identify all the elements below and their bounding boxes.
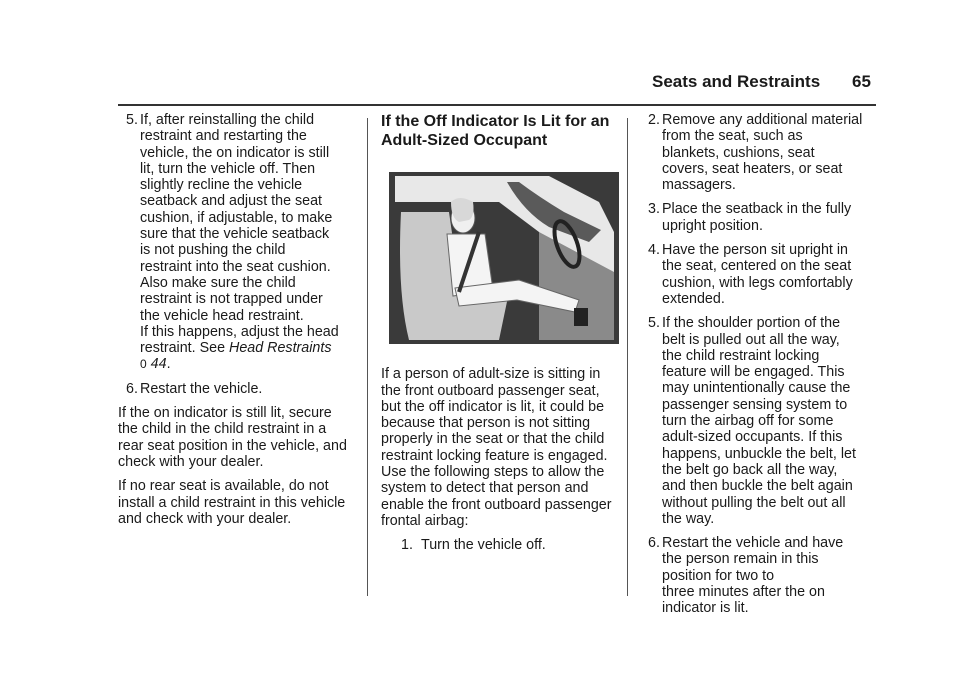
adult-occupant-illustration [389,172,619,344]
text-line: Place the seatback in the fully [662,201,852,218]
text-line: restraint and restarting the [140,128,307,145]
text-line [140,340,362,356]
list-number: 4. [648,242,660,259]
text-line: Use the following steps to allow the [381,464,605,481]
text-line: is not pushing the child [140,242,286,259]
text-line: blankets, cushions, seat [662,144,815,161]
text-line: enable the front outboard passenger [381,496,612,513]
text-line: but the off indicator is lit, it could be [381,398,605,415]
page-number: 65 [852,72,871,91]
text-line: If this happens, adjust the head [140,323,339,340]
text-line: and check with your dealer. [118,510,292,527]
text-line: three minutes after the on [662,584,825,601]
text-line: Also make sure the child [140,274,296,291]
text-line: Remove any additional material [662,112,863,128]
text-line: If, after reinstalling the child [140,112,315,128]
text-line: and then buckle the belt again [662,478,853,495]
section-title: Seats and Restraints [652,72,821,91]
reference-page-number[interactable]: 44 [150,356,167,373]
text-line: from the seat, such as [662,128,803,145]
text-line: cushion, if adjustable, to make [140,209,333,226]
text-line: Turn the vehicle off. [421,537,546,554]
cross-reference-link[interactable]: Head Restraints [229,340,332,357]
text-line: upright position. [662,217,763,234]
text-line: happens, unbuckle the belt, let [662,445,856,462]
text-line: passenger sensing system to [662,396,848,413]
text-line: extended. [662,290,725,307]
text-line: the way. [662,510,715,527]
pedal [574,308,588,326]
list-item-6 [118,381,362,397]
text-line: slightly recline the vehicle [140,177,303,194]
list-item-4 [640,242,878,307]
text-line: rear seat position in the vehicle, and [118,437,347,454]
list-number: 6. [648,535,660,552]
text-line: If a person of adult-size is sitting in [381,366,601,383]
text-line: may unintentionally cause the [662,380,851,397]
text-line: the belt go back all the way, [662,461,838,478]
text-line: lit, turn the vehicle off. Then [140,160,316,177]
text-line: seatback and adjust the seat [140,193,323,210]
text-line: Restart the vehicle and have [662,535,844,552]
reference-suffix: . [166,356,171,373]
text-line: system to detect that person and [381,480,589,497]
text-line: If the shoulder portion of the [662,315,841,332]
column-divider-1 [367,118,368,596]
header-rule [118,104,876,106]
text-line: position for two to [662,567,775,584]
text-line: frontal airbag: [381,512,469,529]
text-line: Restart the vehicle. [140,380,263,397]
list-item-5 [118,112,362,373]
list-item-2 [640,112,878,193]
text-line: the child in the child restraint in a [118,421,327,438]
text-line: covers, seat heaters, or seat [662,160,843,177]
list-item-3 [640,201,878,234]
text-line: because that person is not sitting [381,415,591,432]
text-line: adult-sized occupants. If this [662,429,843,446]
see-prefix: restraint. See [140,340,229,357]
list-number: 2. [648,112,660,128]
text-line: Have the person sit upright in [662,242,848,259]
text-line: properly in the seat or that the child [381,431,605,448]
list-item-6 [640,535,878,616]
heading-line: Adult-Sized Occupant [381,132,548,149]
text-line: restraint into the seat cushion. [140,258,331,275]
list-number: 5. [648,315,660,332]
column-divider-2 [627,118,628,596]
paragraph-no-rear-seat [118,478,362,527]
paragraph-adult-size [381,366,621,529]
column-2 [381,112,621,562]
text-line: the child restraint locking [662,347,820,364]
text-line: install a child restraint in this vehicle [118,494,346,511]
list-number: 5. [126,112,138,128]
text-line: cushion, with legs comfortably [662,274,853,291]
text-line: If no rear seat is available, do not [118,478,329,495]
text-line: vehicle, the on indicator is still [140,144,330,161]
text-line: feature will be engaged. This [662,364,845,381]
text-line: sure that the vehicle seatback [140,226,330,243]
text-line [140,356,362,372]
list-number: 3. [648,201,660,218]
page-header [0,72,960,98]
page-reference-icon: 0 [140,357,147,372]
text-line: massagers. [662,177,736,194]
list-item-5 [640,315,878,527]
column-3 [640,112,878,625]
text-line: restraint locking feature is engaged. [381,447,608,464]
text-line: indicator is lit. [662,600,749,617]
text-line: the person remain in this [662,551,819,568]
text-line: without pulling the belt out all [662,494,846,511]
list-item-1 [381,537,621,553]
paragraph-secure-child [118,405,362,470]
text-line: belt is pulled out all the way, [662,331,840,348]
section-heading [381,112,621,150]
text-line: restraint is not trapped under [140,291,323,308]
text-line: turn the airbag off for some [662,413,834,430]
text-line: check with your dealer. [118,453,264,470]
text-line: the front outboard passenger seat, [381,382,600,399]
list-number: 1. [401,537,413,554]
heading-line: If the Off Indicator Is Lit for an [381,113,610,130]
column-1 [118,112,362,535]
list-number: 6. [126,380,138,397]
text-line: the seat, centered on the seat [662,258,852,275]
text-line: the vehicle head restraint. [140,307,304,324]
text-line: If the on indicator is still lit, secure [118,405,332,422]
